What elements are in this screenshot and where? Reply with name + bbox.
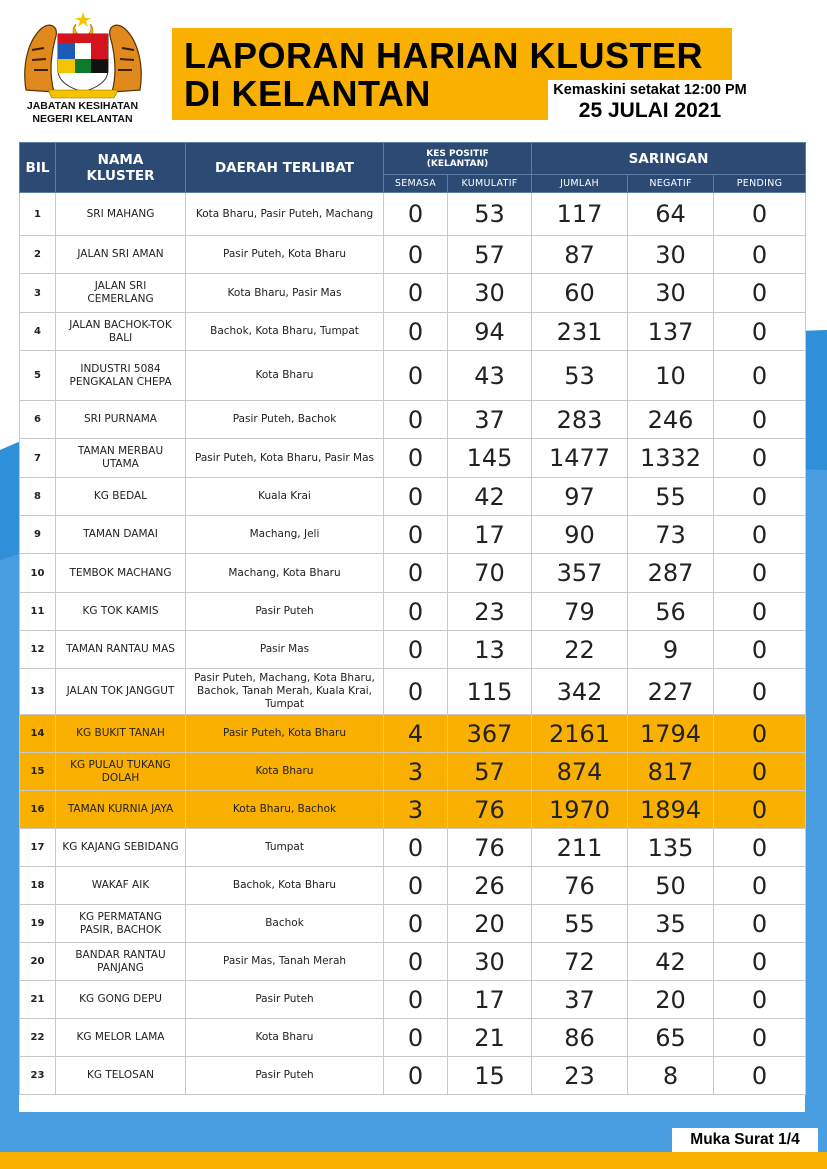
row-negatif: 246	[628, 401, 714, 439]
row-kumulatif: 53	[448, 193, 532, 236]
report-header	[0, 0, 827, 140]
row-daerah-terlibat: Pasir Puteh, Kota Bharu, Pasir Mas	[186, 439, 384, 478]
row-negatif: 56	[628, 593, 714, 631]
row-kumulatif: 42	[448, 478, 532, 516]
row-negatif: 35	[628, 905, 714, 943]
row-jumlah: 86	[532, 1019, 628, 1057]
agency-name-line2: NEGERI KELANTAN	[32, 113, 133, 125]
row-jumlah: 117	[532, 193, 628, 236]
row-negatif: 65	[628, 1019, 714, 1057]
row-kumulatif: 15	[448, 1057, 532, 1095]
table-row	[20, 943, 806, 981]
row-pending: 0	[714, 313, 806, 351]
table-row	[20, 593, 806, 631]
table-header	[20, 143, 806, 193]
row-nama-kluster: KG GONG DEPU	[56, 981, 186, 1019]
table-row	[20, 516, 806, 554]
row-nama-kluster: JALAN SRI AMAN	[56, 236, 186, 274]
row-jumlah: 2161	[532, 715, 628, 753]
row-jumlah: 1477	[532, 439, 628, 478]
row-negatif: 42	[628, 943, 714, 981]
row-jumlah: 72	[532, 943, 628, 981]
row-kumulatif: 70	[448, 554, 532, 593]
row-bil: 15	[20, 753, 56, 791]
row-semasa: 0	[384, 193, 448, 236]
row-bil: 2	[20, 236, 56, 274]
row-bil: 22	[20, 1019, 56, 1057]
table-row	[20, 554, 806, 593]
row-bil: 5	[20, 351, 56, 401]
row-pending: 0	[714, 1019, 806, 1057]
row-kumulatif: 94	[448, 313, 532, 351]
agency-name-line1: JABATAN KESIHATAN	[26, 100, 139, 112]
row-nama-kluster: TAMAN RANTAU MAS	[56, 631, 186, 669]
row-pending: 0	[714, 274, 806, 313]
table-row	[20, 236, 806, 274]
row-daerah-terlibat: Bachok, Kota Bharu, Tumpat	[186, 313, 384, 351]
row-jumlah: 37	[532, 981, 628, 1019]
cluster-table	[19, 142, 806, 1095]
row-semasa: 0	[384, 274, 448, 313]
header-saringan: SARINGAN	[532, 143, 806, 175]
row-bil: 17	[20, 829, 56, 867]
cluster-table-container	[19, 142, 805, 1112]
row-semasa: 0	[384, 867, 448, 905]
row-jumlah: 79	[532, 593, 628, 631]
table-row	[20, 478, 806, 516]
row-nama-kluster: SRI MAHANG	[56, 193, 186, 236]
row-daerah-terlibat: Pasir Puteh	[186, 981, 384, 1019]
row-daerah-terlibat: Kota Bharu, Pasir Mas	[186, 274, 384, 313]
row-daerah-terlibat: Machang, Kota Bharu	[186, 554, 384, 593]
row-daerah-terlibat: Pasir Puteh	[186, 1057, 384, 1095]
row-pending: 0	[714, 715, 806, 753]
row-negatif: 55	[628, 478, 714, 516]
row-pending: 0	[714, 753, 806, 791]
row-bil: 1	[20, 193, 56, 236]
row-jumlah: 60	[532, 274, 628, 313]
row-kumulatif: 37	[448, 401, 532, 439]
row-kumulatif: 23	[448, 593, 532, 631]
row-negatif: 135	[628, 829, 714, 867]
row-daerah-terlibat: Pasir Puteh	[186, 593, 384, 631]
table-row	[20, 351, 806, 401]
row-daerah-terlibat: Kota Bharu	[186, 753, 384, 791]
row-kumulatif: 17	[448, 981, 532, 1019]
row-bil: 4	[20, 313, 56, 351]
row-pending: 0	[714, 943, 806, 981]
row-pending: 0	[714, 981, 806, 1019]
header-pending: PENDING	[714, 175, 806, 193]
row-negatif: 64	[628, 193, 714, 236]
row-semasa: 4	[384, 715, 448, 753]
row-jumlah: 23	[532, 1057, 628, 1095]
row-kumulatif: 57	[448, 753, 532, 791]
row-negatif: 50	[628, 867, 714, 905]
table-row	[20, 1019, 806, 1057]
row-semasa: 0	[384, 905, 448, 943]
row-nama-kluster: KG PULAU TUKANG DOLAH	[56, 753, 186, 791]
row-kumulatif: 76	[448, 791, 532, 829]
row-nama-kluster: JALAN SRI CEMERLANG	[56, 274, 186, 313]
row-kumulatif: 30	[448, 274, 532, 313]
row-daerah-terlibat: Kota Bharu	[186, 351, 384, 401]
row-bil: 19	[20, 905, 56, 943]
row-nama-kluster: KG PERMATANG PASIR, BACHOK	[56, 905, 186, 943]
row-kumulatif: 13	[448, 631, 532, 669]
row-pending: 0	[714, 791, 806, 829]
row-pending: 0	[714, 867, 806, 905]
row-daerah-terlibat: Pasir Puteh, Kota Bharu	[186, 715, 384, 753]
row-pending: 0	[714, 905, 806, 943]
row-bil: 16	[20, 791, 56, 829]
row-daerah-terlibat: Kota Bharu	[186, 1019, 384, 1057]
row-negatif: 8	[628, 1057, 714, 1095]
row-pending: 0	[714, 631, 806, 669]
row-semasa: 0	[384, 478, 448, 516]
row-bil: 14	[20, 715, 56, 753]
row-jumlah: 342	[532, 669, 628, 715]
row-negatif: 817	[628, 753, 714, 791]
row-negatif: 9	[628, 631, 714, 669]
row-daerah-terlibat: Bachok, Kota Bharu	[186, 867, 384, 905]
row-pending: 0	[714, 669, 806, 715]
row-daerah-terlibat: Pasir Puteh, Kota Bharu	[186, 236, 384, 274]
row-daerah-terlibat: Pasir Puteh, Machang, Kota Bharu, Bachok, Tanah Merah, Kuala Krai, Tumpat	[186, 669, 384, 715]
header-bil: BIL	[20, 143, 56, 193]
row-semasa: 0	[384, 516, 448, 554]
row-jumlah: 97	[532, 478, 628, 516]
row-nama-kluster: TAMAN MERBAU UTAMA	[56, 439, 186, 478]
row-semasa: 0	[384, 351, 448, 401]
header-kumulatif: KUMULATIF	[448, 175, 532, 193]
row-nama-kluster: TEMBOK MACHANG	[56, 554, 186, 593]
row-kumulatif: 145	[448, 439, 532, 478]
row-negatif: 10	[628, 351, 714, 401]
row-pending: 0	[714, 439, 806, 478]
row-jumlah: 55	[532, 905, 628, 943]
row-nama-kluster: KG BEDAL	[56, 478, 186, 516]
row-nama-kluster: TAMAN DAMAI	[56, 516, 186, 554]
row-bil: 12	[20, 631, 56, 669]
row-jumlah: 76	[532, 867, 628, 905]
row-negatif: 1894	[628, 791, 714, 829]
table-row	[20, 867, 806, 905]
row-jumlah: 1970	[532, 791, 628, 829]
row-bil: 6	[20, 401, 56, 439]
row-bil: 11	[20, 593, 56, 631]
row-daerah-terlibat: Tumpat	[186, 829, 384, 867]
page-number-label: Muka Surat 1/4	[672, 1128, 818, 1152]
table-row	[20, 631, 806, 669]
row-negatif: 73	[628, 516, 714, 554]
row-bil: 8	[20, 478, 56, 516]
row-bil: 20	[20, 943, 56, 981]
agency-name	[10, 100, 155, 126]
row-jumlah: 87	[532, 236, 628, 274]
row-jumlah: 357	[532, 554, 628, 593]
row-daerah-terlibat: Kuala Krai	[186, 478, 384, 516]
row-daerah-terlibat: Kota Bharu, Bachok	[186, 791, 384, 829]
row-nama-kluster: JALAN TOK JANGGUT	[56, 669, 186, 715]
row-negatif: 20	[628, 981, 714, 1019]
row-kumulatif: 76	[448, 829, 532, 867]
update-date: 25 JULAI 2021	[578, 99, 722, 122]
row-kumulatif: 20	[448, 905, 532, 943]
row-kumulatif: 115	[448, 669, 532, 715]
row-daerah-terlibat: Bachok	[186, 905, 384, 943]
row-bil: 9	[20, 516, 56, 554]
table-row	[20, 715, 806, 753]
row-nama-kluster: TAMAN KURNIA JAYA	[56, 791, 186, 829]
row-nama-kluster: KG TELOSAN	[56, 1057, 186, 1095]
row-semasa: 0	[384, 313, 448, 351]
row-daerah-terlibat: Pasir Puteh, Bachok	[186, 401, 384, 439]
table-row	[20, 829, 806, 867]
row-semasa: 3	[384, 753, 448, 791]
row-pending: 0	[714, 1057, 806, 1095]
row-semasa: 0	[384, 439, 448, 478]
row-bil: 10	[20, 554, 56, 593]
row-jumlah: 53	[532, 351, 628, 401]
row-jumlah: 231	[532, 313, 628, 351]
report-title-line2: DI KELANTAN	[184, 73, 431, 114]
row-nama-kluster: INDUSTRI 5084 PENGKALAN CHEPA	[56, 351, 186, 401]
row-nama-kluster: SRI PURNAMA	[56, 401, 186, 439]
update-label: Kemaskini setakat 12:00 PM	[553, 82, 747, 98]
row-jumlah: 283	[532, 401, 628, 439]
row-kumulatif: 21	[448, 1019, 532, 1057]
header-kes-positif: KES POSITIF (KELANTAN)	[384, 143, 532, 175]
row-kumulatif: 30	[448, 943, 532, 981]
row-bil: 7	[20, 439, 56, 478]
row-bil: 21	[20, 981, 56, 1019]
row-jumlah: 90	[532, 516, 628, 554]
row-semasa: 0	[384, 829, 448, 867]
row-negatif: 137	[628, 313, 714, 351]
row-pending: 0	[714, 593, 806, 631]
update-info-box	[548, 80, 752, 124]
row-semasa: 0	[384, 631, 448, 669]
row-nama-kluster: KG TOK KAMIS	[56, 593, 186, 631]
header-nama-kluster: NAMA KLUSTER	[56, 143, 186, 193]
header-daerah-terlibat: DAERAH TERLIBAT	[186, 143, 384, 193]
table-row	[20, 439, 806, 478]
row-pending: 0	[714, 236, 806, 274]
row-semasa: 0	[384, 236, 448, 274]
row-nama-kluster: WAKAF AIK	[56, 867, 186, 905]
row-nama-kluster: KG KAJANG SEBIDANG	[56, 829, 186, 867]
table-row	[20, 1057, 806, 1095]
table-row	[20, 791, 806, 829]
table-row	[20, 981, 806, 1019]
header-semasa: SEMASA	[384, 175, 448, 193]
row-semasa: 0	[384, 1019, 448, 1057]
row-bil: 18	[20, 867, 56, 905]
row-pending: 0	[714, 829, 806, 867]
row-negatif: 1332	[628, 439, 714, 478]
row-daerah-terlibat: Pasir Mas	[186, 631, 384, 669]
table-row	[20, 274, 806, 313]
row-nama-kluster: KG MELOR LAMA	[56, 1019, 186, 1057]
row-daerah-terlibat: Pasir Mas, Tanah Merah	[186, 943, 384, 981]
bottom-accent-stripe	[0, 1152, 827, 1169]
row-negatif: 1794	[628, 715, 714, 753]
row-bil: 13	[20, 669, 56, 715]
row-kumulatif: 17	[448, 516, 532, 554]
table-row	[20, 401, 806, 439]
row-semasa: 0	[384, 1057, 448, 1095]
row-semasa: 0	[384, 401, 448, 439]
row-semasa: 0	[384, 593, 448, 631]
row-semasa: 3	[384, 791, 448, 829]
row-jumlah: 874	[532, 753, 628, 791]
row-pending: 0	[714, 516, 806, 554]
row-kumulatif: 26	[448, 867, 532, 905]
row-semasa: 0	[384, 943, 448, 981]
row-pending: 0	[714, 351, 806, 401]
row-pending: 0	[714, 554, 806, 593]
row-daerah-terlibat: Machang, Jeli	[186, 516, 384, 554]
table-body	[20, 193, 806, 1095]
row-negatif: 287	[628, 554, 714, 593]
table-row	[20, 669, 806, 715]
row-negatif: 30	[628, 236, 714, 274]
row-kumulatif: 43	[448, 351, 532, 401]
malaysia-coat-of-arms-icon	[18, 10, 148, 100]
row-jumlah: 211	[532, 829, 628, 867]
row-nama-kluster: BANDAR RANTAU PANJANG	[56, 943, 186, 981]
table-row	[20, 905, 806, 943]
row-semasa: 0	[384, 981, 448, 1019]
row-pending: 0	[714, 193, 806, 236]
header-negatif: NEGATIF	[628, 175, 714, 193]
row-kumulatif: 367	[448, 715, 532, 753]
row-kumulatif: 57	[448, 236, 532, 274]
header-jumlah: JUMLAH	[532, 175, 628, 193]
table-row	[20, 313, 806, 351]
row-nama-kluster: JALAN BACHOK-TOK BALI	[56, 313, 186, 351]
row-jumlah: 22	[532, 631, 628, 669]
row-negatif: 30	[628, 274, 714, 313]
table-row	[20, 193, 806, 236]
row-negatif: 227	[628, 669, 714, 715]
table-row	[20, 753, 806, 791]
row-semasa: 0	[384, 669, 448, 715]
row-nama-kluster: KG BUKIT TANAH	[56, 715, 186, 753]
row-bil: 3	[20, 274, 56, 313]
row-pending: 0	[714, 478, 806, 516]
report-title-line1: LAPORAN HARIAN KLUSTER	[184, 35, 703, 76]
row-daerah-terlibat: Kota Bharu, Pasir Puteh, Machang	[186, 193, 384, 236]
row-semasa: 0	[384, 554, 448, 593]
row-bil: 23	[20, 1057, 56, 1095]
row-pending: 0	[714, 401, 806, 439]
